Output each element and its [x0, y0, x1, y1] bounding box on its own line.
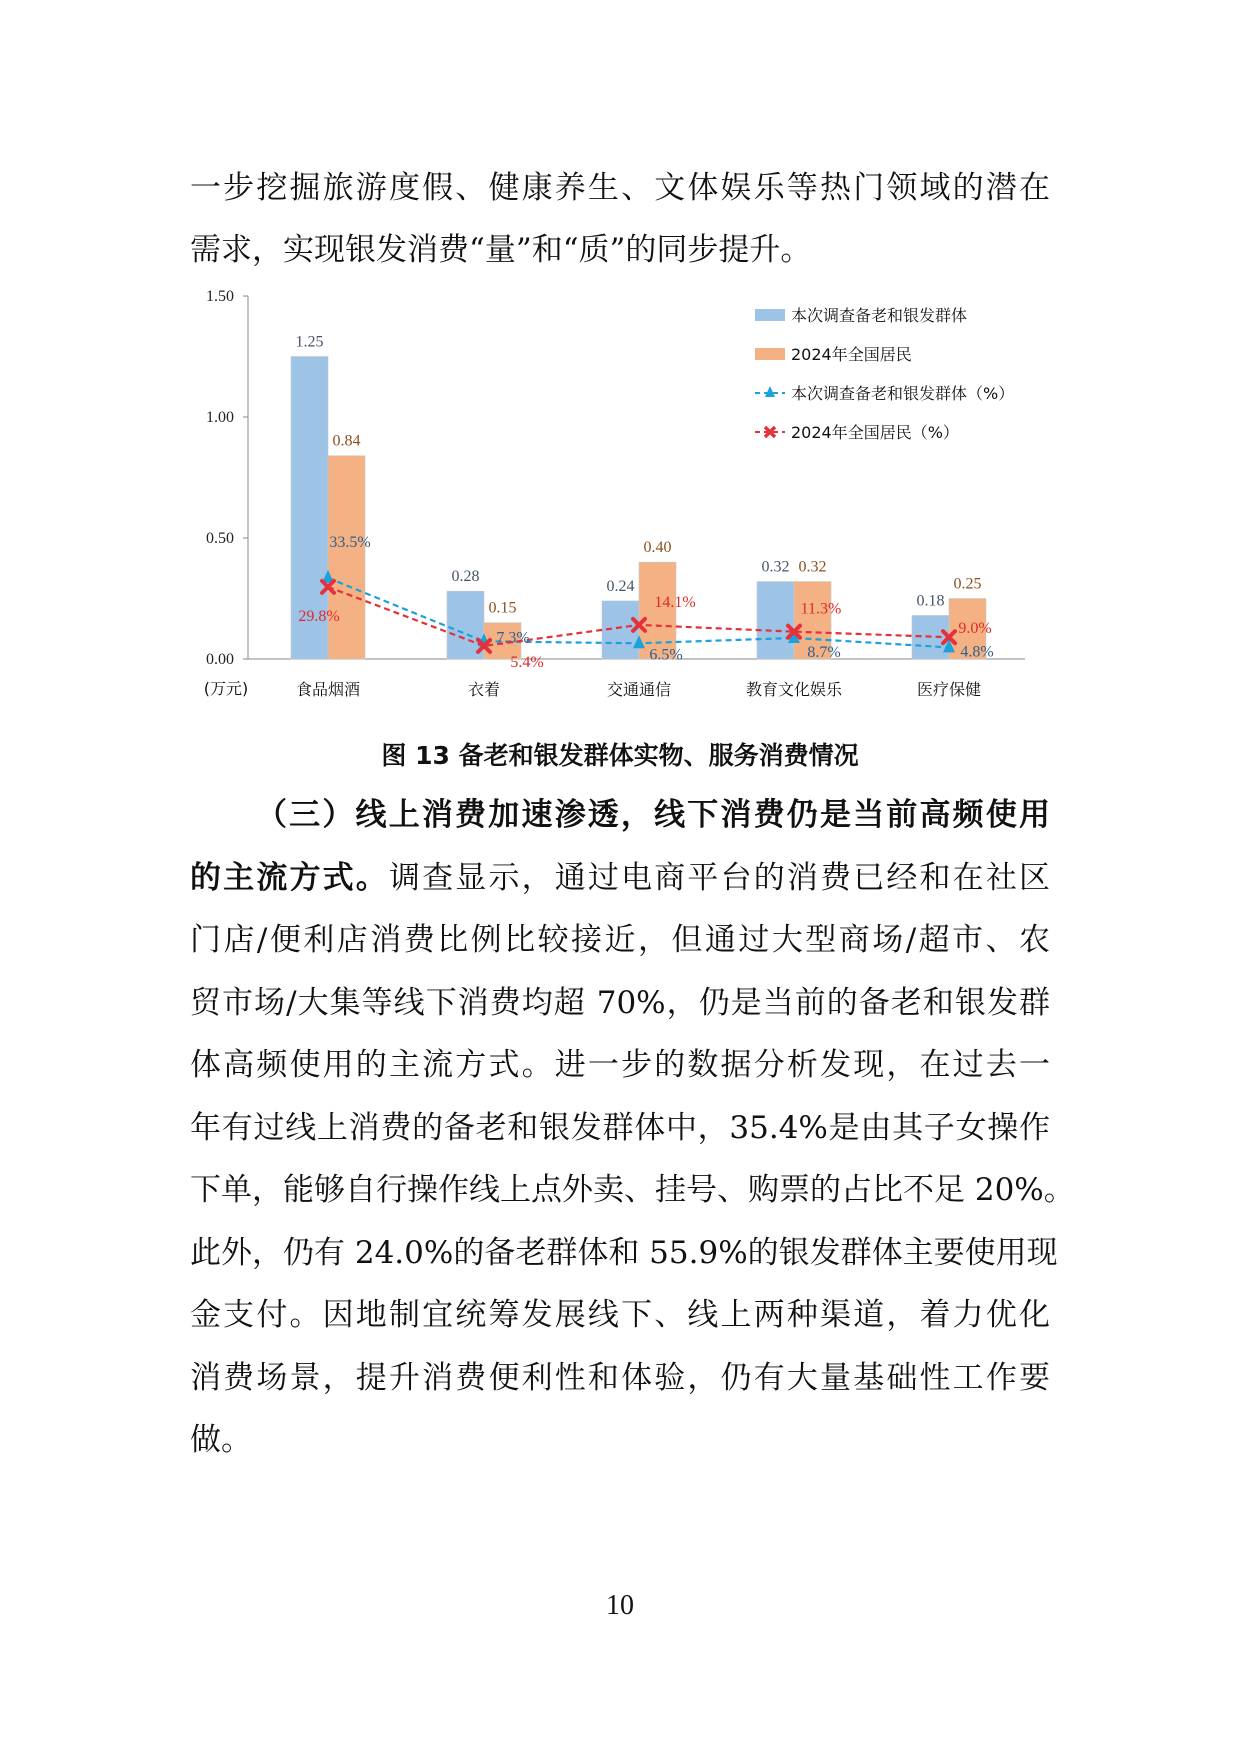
percent-label: 6.5%	[649, 646, 683, 664]
y-tick-label: 0.50	[206, 530, 234, 547]
percent-label: 11.3%	[800, 600, 842, 618]
bar-value-label: 0.24	[606, 577, 635, 595]
bar-value-label: 0.15	[488, 599, 517, 617]
bar-value-label: 0.40	[643, 539, 672, 557]
legend-label: 2024年全国居民	[791, 345, 912, 364]
text: 做。	[190, 1422, 252, 1458]
text: 下单，能够自行操作线上点外卖、挂号、购票的占比不足 20%。	[190, 1172, 1075, 1208]
bar-survey-group	[757, 582, 794, 659]
text: 体高频使用的主流方式。进一步的数据分析发现，在过去一	[190, 1047, 1050, 1083]
percent-label: 7.3%	[496, 629, 530, 647]
text-line	[190, 1045, 1050, 1085]
text-line	[190, 920, 1050, 960]
legend-label: 本次调查备老和银发群体（%）	[791, 384, 1015, 403]
consumption-chart	[0, 0, 1240, 730]
percent-label: 8.7%	[807, 643, 841, 661]
percent-label: 33.5%	[329, 533, 371, 551]
text: 消费场景，提升消费便利性和体验，仍有大量基础性工作要	[190, 1360, 1050, 1396]
text: 门店/便利店消费比例比较接近，但通过大型商场/超市、农	[190, 922, 1050, 958]
page-number: 10	[606, 1590, 634, 1621]
y-tick-label: 1.50	[206, 288, 234, 305]
text-line	[190, 795, 1050, 835]
bar-value-label: 0.32	[798, 558, 827, 576]
figure-caption: 图 13 备老和银发群体实物、服务消费情况	[381, 741, 859, 770]
text-line	[190, 858, 1050, 898]
text-line	[190, 1233, 1058, 1273]
text-line	[190, 1358, 1050, 1398]
percent-label: 5.4%	[510, 653, 544, 671]
bar-value-label: 0.28	[451, 568, 480, 586]
legend-label: 2024年全国居民（%）	[791, 423, 959, 442]
text-line: 一步挖掘旅游度假、健康养生、文体娱乐等热门领域的潜在	[190, 170, 1050, 206]
legend-swatch	[755, 348, 785, 360]
bar-value-label: 0.25	[953, 575, 982, 593]
y-tick-label: 1.00	[206, 409, 234, 426]
text: 金支付。因地制宜统筹发展线下、线上两种渠道，着力优化	[190, 1297, 1050, 1333]
bar-value-label: 0.32	[761, 558, 790, 576]
percent-label: 29.8%	[298, 607, 340, 625]
percent-label: 4.8%	[960, 643, 994, 661]
text-line	[190, 1108, 1050, 1148]
bar-value-label: 1.25	[295, 333, 324, 351]
category-label: 食品烟酒	[295, 680, 361, 699]
percent-label: 9.0%	[958, 620, 992, 638]
text: 贸市场/大集等线下消费均超 70%，仍是当前的备老和银发群	[190, 985, 1050, 1021]
bar-value-label: 0.18	[916, 592, 945, 610]
category-label: 衣着	[467, 680, 501, 699]
legend-swatch	[755, 309, 785, 321]
text: 调查显示，通过电商平台的消费已经和在社区	[388, 860, 1051, 896]
text-line	[190, 1295, 1050, 1335]
legend-label: 本次调查备老和银发群体	[791, 306, 968, 325]
y-tick-label: 0.00	[206, 651, 234, 668]
category-label: 医疗保健	[916, 680, 982, 699]
text-line	[190, 1170, 1075, 1210]
text: 此外，仍有 24.0%的备老群体和 55.9%的银发群体主要使用现	[190, 1235, 1058, 1271]
percent-label: 14.1%	[654, 593, 696, 611]
text: 年有过线上消费的备老和银发群体中，35.4%是由其子女操作	[190, 1110, 1050, 1146]
bold-text: （三）线上消费加速渗透，线下消费仍是当前高频使用	[256, 797, 1050, 833]
text-line: 需求，实现银发消费“量”和“质”的同步提升。	[190, 232, 812, 268]
bar-value-label: 0.84	[332, 432, 361, 450]
bar-national	[328, 456, 365, 659]
y-axis-unit: (万元)	[203, 679, 249, 698]
triangle-marker	[765, 386, 775, 397]
text-line	[190, 983, 1050, 1023]
category-label: 交通通信	[606, 680, 672, 699]
text-line	[190, 1420, 1050, 1460]
category-label: 教育文化娱乐	[745, 680, 843, 699]
bold-text: 的主流方式。	[190, 860, 389, 896]
